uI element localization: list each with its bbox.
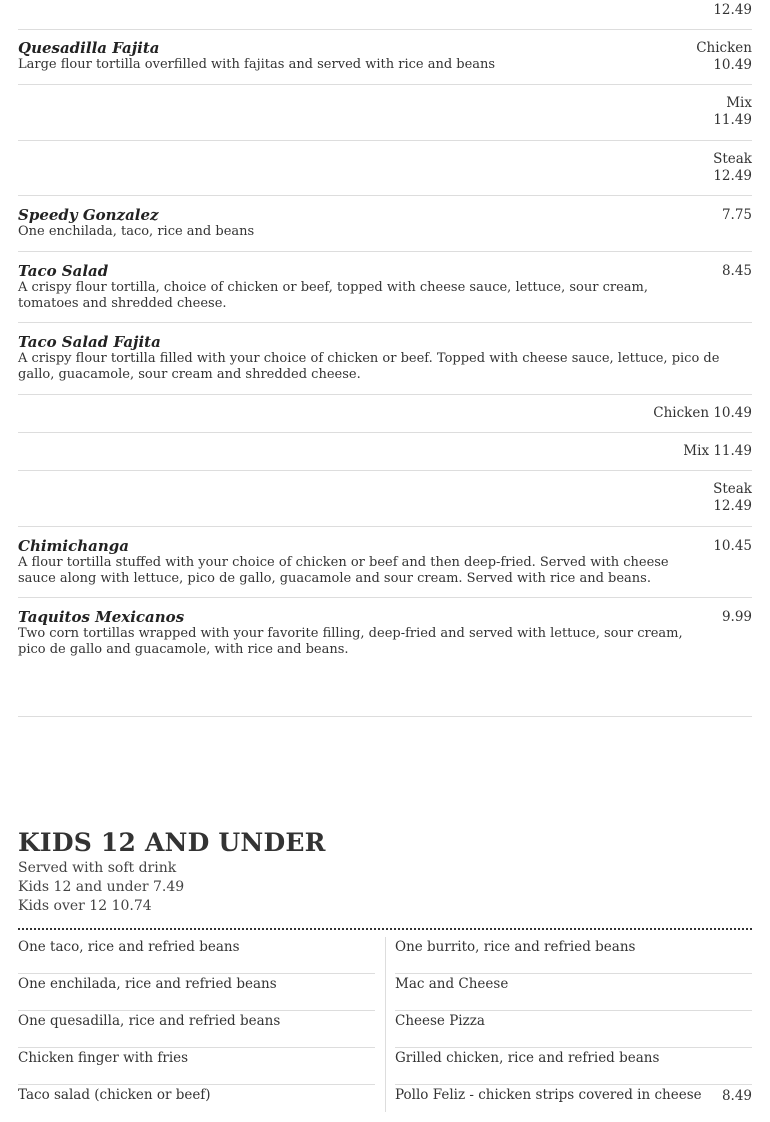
option-price: 12.49 bbox=[713, 498, 752, 514]
option-price: 10.49 bbox=[713, 57, 752, 73]
item-price: 9.99 bbox=[721, 609, 752, 625]
price: 12.49 bbox=[713, 2, 752, 18]
menu-item-speedy-gonzalez bbox=[18, 196, 752, 252]
kids-left-column bbox=[18, 937, 375, 1122]
item-description: A flour tortilla stuffed with your choice of chicken or beef and then deep-fried. Served with cheese sauce along with lettuce, pico de gallo, guacamole and sour cream. Served with rice and beans. bbox=[18, 555, 669, 586]
item-name: Speedy Gonzalez bbox=[18, 206, 159, 224]
kids-item: Chicken finger with fries bbox=[18, 1048, 375, 1085]
menu-item-taco-salad bbox=[18, 252, 752, 323]
kids-item: Cheese Pizza bbox=[395, 1011, 752, 1048]
option-label: Steak bbox=[713, 151, 752, 167]
menu-row-top bbox=[18, 0, 752, 30]
option-price: Chicken 10.49 bbox=[653, 405, 752, 421]
kids-info-line: Served with soft drink bbox=[18, 860, 177, 876]
item-description: One enchilada, taco, rice and beans bbox=[18, 224, 255, 239]
item-description: Large flour tortilla overfilled with fajitas and served with rice and beans bbox=[18, 57, 496, 72]
kids-item: Taco salad (chicken or beef) bbox=[18, 1087, 211, 1103]
menu-item-quesadilla-fajita bbox=[18, 30, 752, 85]
option-row-chicken bbox=[18, 395, 752, 433]
kids-item: Mac and Cheese bbox=[395, 974, 752, 1011]
kids-item-last bbox=[395, 1085, 752, 1122]
option-label: Mix bbox=[726, 95, 752, 111]
item-description: Two corn tortillas wrapped with your favorite filling, deep-fried and served with lettuce, sour cream, pico de gallo and guacamole, with rice and beans. bbox=[18, 626, 683, 657]
kids-item: One enchilada, rice and refried beans bbox=[18, 974, 375, 1011]
kids-item: One quesadilla, rice and refried beans bbox=[18, 1011, 375, 1048]
item-price: 10.45 bbox=[713, 538, 752, 554]
kids-info-line: Kids over 12 10.74 bbox=[18, 898, 152, 914]
kids-item: One burrito, rice and refried beans bbox=[395, 937, 752, 974]
menu-item-taco-salad-fajita bbox=[18, 323, 752, 395]
item-price: 7.75 bbox=[721, 207, 752, 223]
option-price: 11.49 bbox=[713, 112, 752, 128]
dotted-divider bbox=[18, 928, 752, 930]
kids-item-label: Pollo Feliz - chicken strips covered in cheese bbox=[395, 1087, 702, 1103]
option-row-mix bbox=[18, 85, 752, 141]
item-name: Taco Salad Fajita bbox=[18, 333, 161, 351]
section-title: KIDS 12 AND UNDER bbox=[18, 828, 326, 857]
option-label: Chicken bbox=[696, 40, 752, 56]
item-description: A crispy flour tortilla filled with your choice of chicken or beef. Topped with cheese sauce, lettuce, pico de gallo, guacamole, sour cream and shredded cheese. bbox=[18, 351, 720, 382]
item-price: 8.45 bbox=[721, 263, 752, 279]
option-row-mix bbox=[18, 433, 752, 471]
option-price: 12.49 bbox=[713, 168, 752, 184]
option-price: Mix 11.49 bbox=[683, 443, 752, 459]
option-label: Steak bbox=[713, 481, 752, 497]
kids-info-line: Kids 12 and under 7.49 bbox=[18, 879, 185, 895]
item-name: Quesadilla Fajita bbox=[18, 39, 160, 57]
kids-item: One taco, rice and refried beans bbox=[18, 937, 375, 974]
kids-item-price: 8.49 bbox=[721, 1088, 752, 1104]
menu-item-taquitos-mexicanos bbox=[18, 598, 752, 717]
column-divider bbox=[385, 937, 386, 1112]
option-row-steak bbox=[18, 141, 752, 196]
kids-right-column bbox=[395, 937, 752, 1122]
item-name: Taco Salad bbox=[18, 262, 109, 280]
item-description: A crispy flour tortilla, choice of chicken or beef, topped with cheese sauce, lettuce, sour cream, tomatoes and shredded cheese. bbox=[18, 280, 648, 311]
kids-item: Grilled chicken, rice and refried beans bbox=[395, 1048, 752, 1085]
option-row-steak bbox=[18, 471, 752, 527]
item-name: Taquitos Mexicanos bbox=[18, 608, 185, 626]
item-name: Chimichanga bbox=[18, 537, 129, 555]
menu-item-chimichanga bbox=[18, 527, 752, 598]
kids-info bbox=[18, 859, 184, 916]
